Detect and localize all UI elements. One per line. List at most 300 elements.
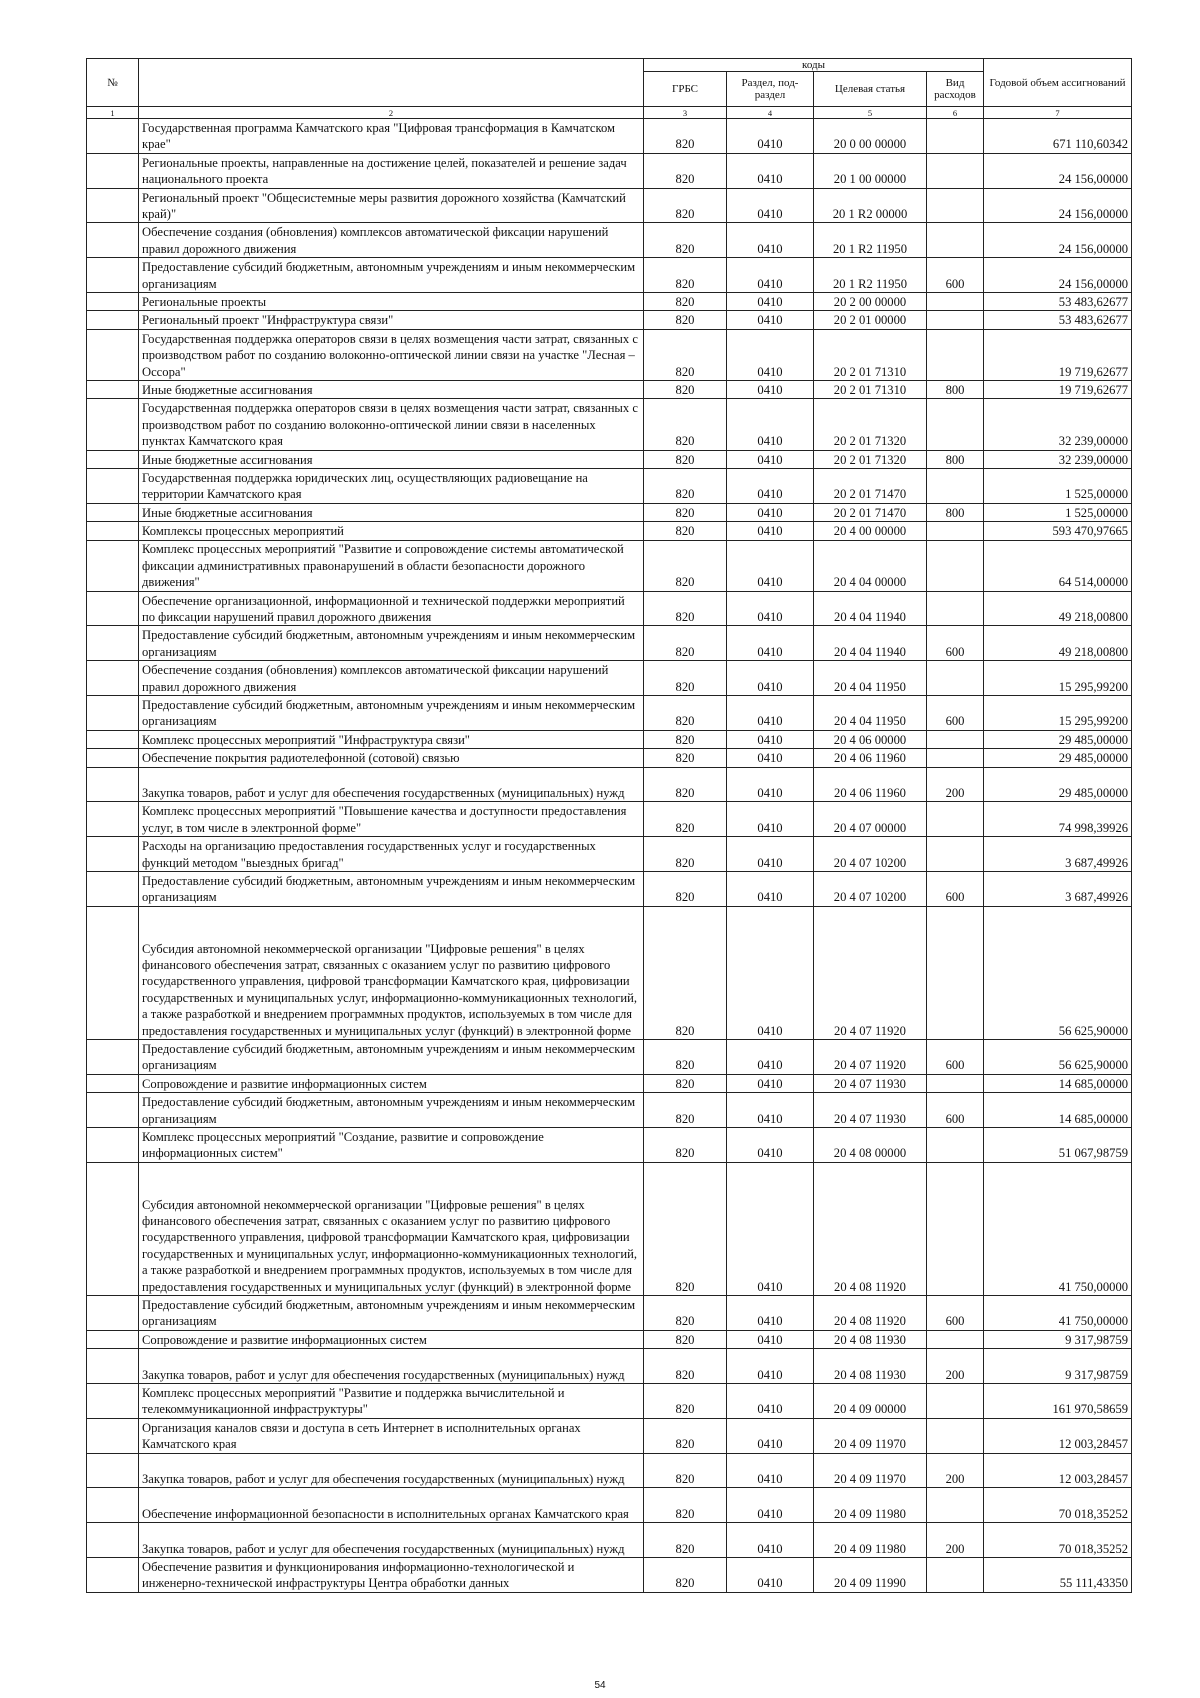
row-number-cell xyxy=(87,1162,139,1295)
row-section-cell: 0410 xyxy=(727,311,814,329)
row-name-cell: Комплекс процессных мероприятий "Развитие и сопровождение системы автоматической фиксации административных правонарушений в области безопасности дорожного движения" xyxy=(139,540,644,591)
row-amount-cell: 1 525,00000 xyxy=(984,503,1132,521)
row-number-cell xyxy=(87,450,139,468)
row-grbs-cell: 820 xyxy=(644,730,727,748)
row-section-cell: 0410 xyxy=(727,119,814,154)
row-amount-cell: 32 239,00000 xyxy=(984,450,1132,468)
row-grbs-cell: 820 xyxy=(644,311,727,329)
row-name-cell: Субсидия автономной некоммерческой организации "Цифровые решения" в целях финансового обеспечения затрат, связанных с оказанием услуг по развитию цифрового государственного управления, цифровой трансформации Камчатского края, цифровизации государственных и муниципальных услуг, информационно-коммуникационных технологий, а также разработкой и внедрением программных продуктов, используемых в том числе для предоставления государственных и муниципальных услуг (функций) в электронной форме xyxy=(139,906,644,1039)
row-number-cell xyxy=(87,468,139,503)
row-name-cell: Предоставление субсидий бюджетным, автономным учреждениям и иным некоммерческим организациям xyxy=(139,626,644,661)
row-name-cell: Государственная программа Камчатского края "Цифровая трансформация в Камчатском крае" xyxy=(139,119,644,154)
row-grbs-cell: 820 xyxy=(644,591,727,626)
row-number-cell xyxy=(87,906,139,1039)
row-section-cell: 0410 xyxy=(727,591,814,626)
row-expense-type-cell xyxy=(927,802,984,837)
row-section-cell: 0410 xyxy=(727,1093,814,1128)
row-number-cell xyxy=(87,329,139,380)
row-amount-cell: 53 483,62677 xyxy=(984,292,1132,310)
row-amount-cell: 12 003,28457 xyxy=(984,1453,1132,1488)
row-target-article-cell: 20 4 07 11920 xyxy=(814,906,927,1039)
row-number-cell xyxy=(87,730,139,748)
row-target-article-cell: 20 4 07 10200 xyxy=(814,837,927,872)
row-name-cell: Иные бюджетные ассигнования xyxy=(139,503,644,521)
row-amount-cell: 15 295,99200 xyxy=(984,661,1132,696)
table-row xyxy=(87,153,1132,188)
row-section-cell: 0410 xyxy=(727,802,814,837)
row-number-cell xyxy=(87,837,139,872)
header-target-article: Целевая статья xyxy=(814,72,927,107)
table-row xyxy=(87,522,1132,540)
row-section-cell: 0410 xyxy=(727,1128,814,1163)
row-name-cell: Комплекс процессных мероприятий "Создание, развитие и сопровождение информационных систем" xyxy=(139,1128,644,1163)
row-grbs-cell: 820 xyxy=(644,522,727,540)
row-grbs-cell: 820 xyxy=(644,223,727,258)
row-expense-type-cell: 600 xyxy=(927,872,984,907)
row-expense-type-cell xyxy=(927,1162,984,1295)
row-grbs-cell: 820 xyxy=(644,1040,727,1075)
table-row xyxy=(87,399,1132,450)
row-amount-cell: 29 485,00000 xyxy=(984,730,1132,748)
row-name-cell: Комплекс процессных мероприятий "Инфраструктура связи" xyxy=(139,730,644,748)
row-name-cell: Закупка товаров, работ и услуг для обеспечения государственных (муниципальных) нужд xyxy=(139,1349,644,1384)
row-grbs-cell: 820 xyxy=(644,767,727,802)
row-target-article-cell: 20 2 01 71310 xyxy=(814,329,927,380)
row-name-cell: Региональный проект "Общесистемные меры развития дорожного хозяйства (Камчатский край)" xyxy=(139,188,644,223)
row-grbs-cell: 820 xyxy=(644,1523,727,1558)
row-amount-cell: 19 719,62677 xyxy=(984,329,1132,380)
table-row xyxy=(87,730,1132,748)
table-row xyxy=(87,1557,1132,1592)
row-target-article-cell: 20 4 07 00000 xyxy=(814,802,927,837)
row-amount-cell: 49 218,00800 xyxy=(984,591,1132,626)
budget-table-sheet xyxy=(86,58,1131,1593)
row-section-cell: 0410 xyxy=(727,1162,814,1295)
row-section-cell: 0410 xyxy=(727,380,814,398)
row-expense-type-cell xyxy=(927,1128,984,1163)
row-section-cell: 0410 xyxy=(727,696,814,731)
row-target-article-cell: 20 4 04 11940 xyxy=(814,591,927,626)
row-target-article-cell: 20 4 07 11930 xyxy=(814,1074,927,1092)
row-amount-cell: 1 525,00000 xyxy=(984,468,1132,503)
table-row xyxy=(87,1162,1132,1295)
row-name-cell: Обеспечение развития и функционирования информационно-технологической и инженерно-технической инфраструктуры Центра обработки данных xyxy=(139,1557,644,1592)
row-expense-type-cell xyxy=(927,1383,984,1418)
row-target-article-cell: 20 4 09 11990 xyxy=(814,1557,927,1592)
table-row xyxy=(87,1349,1132,1384)
table-row xyxy=(87,503,1132,521)
row-section-cell: 0410 xyxy=(727,626,814,661)
row-grbs-cell: 820 xyxy=(644,503,727,521)
row-section-cell: 0410 xyxy=(727,837,814,872)
row-name-cell: Государственная поддержка юридических лиц, осуществляющих радиовещание на территории Камчатского края xyxy=(139,468,644,503)
row-amount-cell: 671 110,60342 xyxy=(984,119,1132,154)
colnum-1: 1 xyxy=(87,107,139,119)
table-row xyxy=(87,661,1132,696)
row-section-cell: 0410 xyxy=(727,1523,814,1558)
table-row xyxy=(87,1488,1132,1523)
row-amount-cell: 24 156,00000 xyxy=(984,223,1132,258)
row-target-article-cell: 20 4 07 11920 xyxy=(814,1040,927,1075)
row-number-cell xyxy=(87,1093,139,1128)
row-name-cell: Комплекс процессных мероприятий "Развитие и поддержка вычислительной и телекоммуникационной инфраструктуры" xyxy=(139,1383,644,1418)
row-amount-cell: 53 483,62677 xyxy=(984,311,1132,329)
row-section-cell: 0410 xyxy=(727,188,814,223)
row-amount-cell: 15 295,99200 xyxy=(984,696,1132,731)
row-amount-cell: 14 685,00000 xyxy=(984,1074,1132,1092)
colnum-2: 2 xyxy=(139,107,644,119)
header-grbs: ГРБС xyxy=(644,72,727,107)
table-row xyxy=(87,1418,1132,1453)
row-target-article-cell: 20 2 01 71470 xyxy=(814,503,927,521)
row-target-article-cell: 20 4 09 00000 xyxy=(814,1383,927,1418)
row-target-article-cell: 20 4 08 11930 xyxy=(814,1330,927,1348)
row-name-cell: Обеспечение создания (обновления) комплексов автоматической фиксации нарушений правил дорожного движения xyxy=(139,661,644,696)
row-expense-type-cell xyxy=(927,292,984,310)
row-name-cell: Сопровождение и развитие информационных систем xyxy=(139,1330,644,1348)
row-grbs-cell: 820 xyxy=(644,749,727,767)
row-expense-type-cell: 600 xyxy=(927,258,984,293)
row-amount-cell: 19 719,62677 xyxy=(984,380,1132,398)
row-target-article-cell: 20 2 01 71310 xyxy=(814,380,927,398)
row-number-cell xyxy=(87,1418,139,1453)
table-body xyxy=(87,119,1132,1593)
table-row xyxy=(87,258,1132,293)
row-expense-type-cell: 600 xyxy=(927,1296,984,1331)
row-number-cell xyxy=(87,258,139,293)
row-target-article-cell: 20 4 08 11920 xyxy=(814,1296,927,1331)
row-expense-type-cell xyxy=(927,749,984,767)
row-target-article-cell: 20 2 01 71320 xyxy=(814,450,927,468)
row-name-cell: Закупка товаров, работ и услуг для обеспечения государственных (муниципальных) нужд xyxy=(139,767,644,802)
row-number-cell xyxy=(87,1296,139,1331)
table-row xyxy=(87,1040,1132,1075)
row-amount-cell: 29 485,00000 xyxy=(984,767,1132,802)
table-row xyxy=(87,906,1132,1039)
row-number-cell xyxy=(87,591,139,626)
row-name-cell: Обеспечение информационной безопасности в исполнительных органах Камчатского края xyxy=(139,1488,644,1523)
table-row xyxy=(87,311,1132,329)
row-amount-cell: 64 514,00000 xyxy=(984,540,1132,591)
colnum-5: 5 xyxy=(814,107,927,119)
row-target-article-cell: 20 4 06 11960 xyxy=(814,767,927,802)
row-target-article-cell: 20 4 00 00000 xyxy=(814,522,927,540)
row-name-cell: Субсидия автономной некоммерческой организации "Цифровые решения" в целях финансового обеспечения затрат, связанных с оказанием услуг по развитию цифрового государственного управления, цифровой трансформации Камчатского края, цифровизации государственных и муниципальных услуг, информационно-коммуникационных технологий, а также разработкой и внедрением программных продуктов, используемых в том числе для предоставления государственных и муниципальных услуг (функций) в электронной форме xyxy=(139,1162,644,1295)
row-section-cell: 0410 xyxy=(727,1040,814,1075)
row-target-article-cell: 20 4 04 00000 xyxy=(814,540,927,591)
row-section-cell: 0410 xyxy=(727,1074,814,1092)
table-row xyxy=(87,1330,1132,1348)
row-target-article-cell: 20 2 01 71470 xyxy=(814,468,927,503)
table-row xyxy=(87,329,1132,380)
row-target-article-cell: 20 1 R2 11950 xyxy=(814,258,927,293)
row-grbs-cell: 820 xyxy=(644,661,727,696)
row-grbs-cell: 820 xyxy=(644,188,727,223)
row-grbs-cell: 820 xyxy=(644,1330,727,1348)
row-number-cell xyxy=(87,1330,139,1348)
row-grbs-cell: 820 xyxy=(644,119,727,154)
row-target-article-cell: 20 1 R2 11950 xyxy=(814,223,927,258)
row-grbs-cell: 820 xyxy=(644,837,727,872)
row-number-cell xyxy=(87,1488,139,1523)
row-name-cell: Обеспечение покрытия радиотелефонной (сотовой) связью xyxy=(139,749,644,767)
row-target-article-cell: 20 4 08 11920 xyxy=(814,1162,927,1295)
row-amount-cell: 24 156,00000 xyxy=(984,188,1132,223)
row-amount-cell: 41 750,00000 xyxy=(984,1296,1132,1331)
budget-allocation-table xyxy=(86,58,1132,1593)
row-grbs-cell: 820 xyxy=(644,872,727,907)
table-row xyxy=(87,380,1132,398)
row-expense-type-cell xyxy=(927,1488,984,1523)
row-amount-cell: 29 485,00000 xyxy=(984,749,1132,767)
row-amount-cell: 3 687,49926 xyxy=(984,872,1132,907)
row-number-cell xyxy=(87,1383,139,1418)
row-section-cell: 0410 xyxy=(727,1296,814,1331)
row-target-article-cell: 20 4 09 11980 xyxy=(814,1523,927,1558)
row-amount-cell: 24 156,00000 xyxy=(984,258,1132,293)
table-row xyxy=(87,1523,1132,1558)
row-target-article-cell: 20 4 08 00000 xyxy=(814,1128,927,1163)
row-expense-type-cell xyxy=(927,906,984,1039)
row-amount-cell: 70 018,35252 xyxy=(984,1488,1132,1523)
row-expense-type-cell: 200 xyxy=(927,1523,984,1558)
row-grbs-cell: 820 xyxy=(644,292,727,310)
row-expense-type-cell: 600 xyxy=(927,1040,984,1075)
header-section: Раздел, под-раздел xyxy=(727,72,814,107)
row-number-cell xyxy=(87,1040,139,1075)
table-row xyxy=(87,802,1132,837)
row-expense-type-cell xyxy=(927,540,984,591)
header-codes: коды xyxy=(644,59,984,72)
row-name-cell: Предоставление субсидий бюджетным, автономным учреждениям и иным некоммерческим организациям xyxy=(139,1093,644,1128)
row-grbs-cell: 820 xyxy=(644,1488,727,1523)
row-number-cell xyxy=(87,292,139,310)
row-expense-type-cell xyxy=(927,522,984,540)
row-expense-type-cell xyxy=(927,468,984,503)
row-number-cell xyxy=(87,522,139,540)
row-amount-cell: 32 239,00000 xyxy=(984,399,1132,450)
row-target-article-cell: 20 4 09 11970 xyxy=(814,1418,927,1453)
row-grbs-cell: 820 xyxy=(644,696,727,731)
row-amount-cell: 593 470,97665 xyxy=(984,522,1132,540)
row-grbs-cell: 820 xyxy=(644,906,727,1039)
row-expense-type-cell: 600 xyxy=(927,626,984,661)
row-number-cell xyxy=(87,626,139,661)
row-expense-type-cell xyxy=(927,730,984,748)
row-number-cell xyxy=(87,872,139,907)
row-amount-cell: 161 970,58659 xyxy=(984,1383,1132,1418)
row-name-cell: Предоставление субсидий бюджетным, автономным учреждениям и иным некоммерческим организациям xyxy=(139,1040,644,1075)
row-expense-type-cell xyxy=(927,661,984,696)
row-target-article-cell: 20 4 04 11950 xyxy=(814,661,927,696)
row-section-cell: 0410 xyxy=(727,872,814,907)
row-expense-type-cell: 800 xyxy=(927,503,984,521)
table-row xyxy=(87,1128,1132,1163)
row-number-cell xyxy=(87,1349,139,1384)
row-number-cell xyxy=(87,802,139,837)
row-name-cell: Региональные проекты, направленные на достижение целей, показателей и решение задач национального проекта xyxy=(139,153,644,188)
row-number-cell xyxy=(87,311,139,329)
row-name-cell: Предоставление субсидий бюджетным, автономным учреждениям и иным некоммерческим организациям xyxy=(139,258,644,293)
row-name-cell: Предоставление субсидий бюджетным, автономным учреждениям и иным некоммерческим организациям xyxy=(139,1296,644,1331)
table-row xyxy=(87,468,1132,503)
header-number: № xyxy=(87,59,139,107)
row-amount-cell: 14 685,00000 xyxy=(984,1093,1132,1128)
row-grbs-cell: 820 xyxy=(644,1349,727,1384)
table-row xyxy=(87,450,1132,468)
row-target-article-cell: 20 4 08 11930 xyxy=(814,1349,927,1384)
row-number-cell xyxy=(87,1453,139,1488)
row-amount-cell: 56 625,90000 xyxy=(984,906,1132,1039)
row-target-article-cell: 20 0 00 00000 xyxy=(814,119,927,154)
header-expense-type: Вид расходов xyxy=(927,72,984,107)
row-name-cell: Организация каналов связи и доступа в сеть Интернет в исполнительных органах Камчатского края xyxy=(139,1418,644,1453)
row-expense-type-cell xyxy=(927,1074,984,1092)
row-name-cell: Сопровождение и развитие информационных систем xyxy=(139,1074,644,1092)
table-row xyxy=(87,767,1132,802)
row-grbs-cell: 820 xyxy=(644,1074,727,1092)
row-grbs-cell: 820 xyxy=(644,380,727,398)
table-header xyxy=(87,59,1132,119)
row-section-cell: 0410 xyxy=(727,730,814,748)
row-amount-cell: 56 625,90000 xyxy=(984,1040,1132,1075)
row-target-article-cell: 20 4 09 11970 xyxy=(814,1453,927,1488)
row-section-cell: 0410 xyxy=(727,749,814,767)
row-section-cell: 0410 xyxy=(727,1418,814,1453)
table-row xyxy=(87,1453,1132,1488)
row-expense-type-cell xyxy=(927,837,984,872)
table-row xyxy=(87,837,1132,872)
row-name-cell: Предоставление субсидий бюджетным, автономным учреждениям и иным некоммерческим организациям xyxy=(139,696,644,731)
row-amount-cell: 49 218,00800 xyxy=(984,626,1132,661)
row-target-article-cell: 20 1 R2 00000 xyxy=(814,188,927,223)
table-row xyxy=(87,223,1132,258)
row-grbs-cell: 820 xyxy=(644,1128,727,1163)
row-section-cell: 0410 xyxy=(727,906,814,1039)
row-grbs-cell: 820 xyxy=(644,1418,727,1453)
row-name-cell: Региональный проект "Инфраструктура связи" xyxy=(139,311,644,329)
table-row xyxy=(87,119,1132,154)
row-grbs-cell: 820 xyxy=(644,1296,727,1331)
row-expense-type-cell: 600 xyxy=(927,696,984,731)
row-target-article-cell: 20 4 06 11960 xyxy=(814,749,927,767)
table-row xyxy=(87,540,1132,591)
row-amount-cell: 9 317,98759 xyxy=(984,1349,1132,1384)
row-section-cell: 0410 xyxy=(727,1488,814,1523)
row-expense-type-cell xyxy=(927,188,984,223)
row-expense-type-cell xyxy=(927,119,984,154)
row-grbs-cell: 820 xyxy=(644,450,727,468)
table-row xyxy=(87,696,1132,731)
row-number-cell xyxy=(87,380,139,398)
row-name-cell: Иные бюджетные ассигнования xyxy=(139,380,644,398)
row-amount-cell: 41 750,00000 xyxy=(984,1162,1132,1295)
row-grbs-cell: 820 xyxy=(644,153,727,188)
table-row xyxy=(87,626,1132,661)
row-section-cell: 0410 xyxy=(727,399,814,450)
row-section-cell: 0410 xyxy=(727,661,814,696)
row-number-cell xyxy=(87,1557,139,1592)
row-expense-type-cell xyxy=(927,399,984,450)
row-target-article-cell: 20 2 00 00000 xyxy=(814,292,927,310)
row-expense-type-cell: 200 xyxy=(927,767,984,802)
row-amount-cell: 24 156,00000 xyxy=(984,153,1132,188)
row-section-cell: 0410 xyxy=(727,329,814,380)
row-number-cell xyxy=(87,153,139,188)
row-section-cell: 0410 xyxy=(727,522,814,540)
row-section-cell: 0410 xyxy=(727,1383,814,1418)
row-target-article-cell: 20 2 01 00000 xyxy=(814,311,927,329)
row-name-cell: Государственная поддержка операторов связи в целях возмещения части затрат, связанных с производством работ по созданию волоконно-оптической линии связи на участке "Лесная – Оссора" xyxy=(139,329,644,380)
row-target-article-cell: 20 2 01 71320 xyxy=(814,399,927,450)
page-number: 54 xyxy=(594,1680,606,1691)
row-number-cell xyxy=(87,503,139,521)
table-row xyxy=(87,749,1132,767)
row-grbs-cell: 820 xyxy=(644,329,727,380)
row-section-cell: 0410 xyxy=(727,1349,814,1384)
row-grbs-cell: 820 xyxy=(644,540,727,591)
row-expense-type-cell: 800 xyxy=(927,450,984,468)
row-amount-cell: 3 687,49926 xyxy=(984,837,1132,872)
row-target-article-cell: 20 4 06 00000 xyxy=(814,730,927,748)
row-grbs-cell: 820 xyxy=(644,802,727,837)
header-name xyxy=(139,59,644,107)
row-expense-type-cell xyxy=(927,329,984,380)
row-grbs-cell: 820 xyxy=(644,1453,727,1488)
row-section-cell: 0410 xyxy=(727,468,814,503)
row-expense-type-cell: 800 xyxy=(927,380,984,398)
row-name-cell: Иные бюджетные ассигнования xyxy=(139,450,644,468)
row-expense-type-cell: 600 xyxy=(927,1093,984,1128)
row-target-article-cell: 20 4 07 10200 xyxy=(814,872,927,907)
row-amount-cell: 12 003,28457 xyxy=(984,1418,1132,1453)
colnum-6: 6 xyxy=(927,107,984,119)
row-name-cell: Комплекс процессных мероприятий "Повышение качества и доступности предоставления услуг, в том числе в электронной форме" xyxy=(139,802,644,837)
row-name-cell: Закупка товаров, работ и услуг для обеспечения государственных (муниципальных) нужд xyxy=(139,1523,644,1558)
row-target-article-cell: 20 4 09 11980 xyxy=(814,1488,927,1523)
row-grbs-cell: 820 xyxy=(644,1093,727,1128)
row-name-cell: Региональные проекты xyxy=(139,292,644,310)
row-number-cell xyxy=(87,188,139,223)
row-number-cell xyxy=(87,1523,139,1558)
row-amount-cell: 70 018,35252 xyxy=(984,1523,1132,1558)
row-expense-type-cell xyxy=(927,223,984,258)
table-row xyxy=(87,292,1132,310)
row-expense-type-cell: 200 xyxy=(927,1453,984,1488)
row-section-cell: 0410 xyxy=(727,767,814,802)
row-grbs-cell: 820 xyxy=(644,1557,727,1592)
row-name-cell: Государственная поддержка операторов связи в целях возмещения части затрат, связанных с производством работ по созданию волоконно-оптической линии связи в населенных пунктах Камчатского края xyxy=(139,399,644,450)
row-target-article-cell: 20 1 00 00000 xyxy=(814,153,927,188)
row-name-cell: Обеспечение организационной, информационной и технической поддержки мероприятий по фиксации нарушений правил дорожного движения xyxy=(139,591,644,626)
row-number-cell xyxy=(87,399,139,450)
row-amount-cell: 55 111,43350 xyxy=(984,1557,1132,1592)
row-number-cell xyxy=(87,661,139,696)
row-expense-type-cell xyxy=(927,311,984,329)
row-name-cell: Закупка товаров, работ и услуг для обеспечения государственных (муниципальных) нужд xyxy=(139,1453,644,1488)
colnum-7: 7 xyxy=(984,107,1132,119)
row-number-cell xyxy=(87,1128,139,1163)
row-number-cell xyxy=(87,540,139,591)
row-grbs-cell: 820 xyxy=(644,258,727,293)
colnum-3: 3 xyxy=(644,107,727,119)
row-section-cell: 0410 xyxy=(727,1453,814,1488)
table-row xyxy=(87,1074,1132,1092)
row-number-cell xyxy=(87,119,139,154)
row-name-cell: Обеспечение создания (обновления) комплексов автоматической фиксации нарушений правил дорожного движения xyxy=(139,223,644,258)
row-number-cell xyxy=(87,1074,139,1092)
row-section-cell: 0410 xyxy=(727,540,814,591)
